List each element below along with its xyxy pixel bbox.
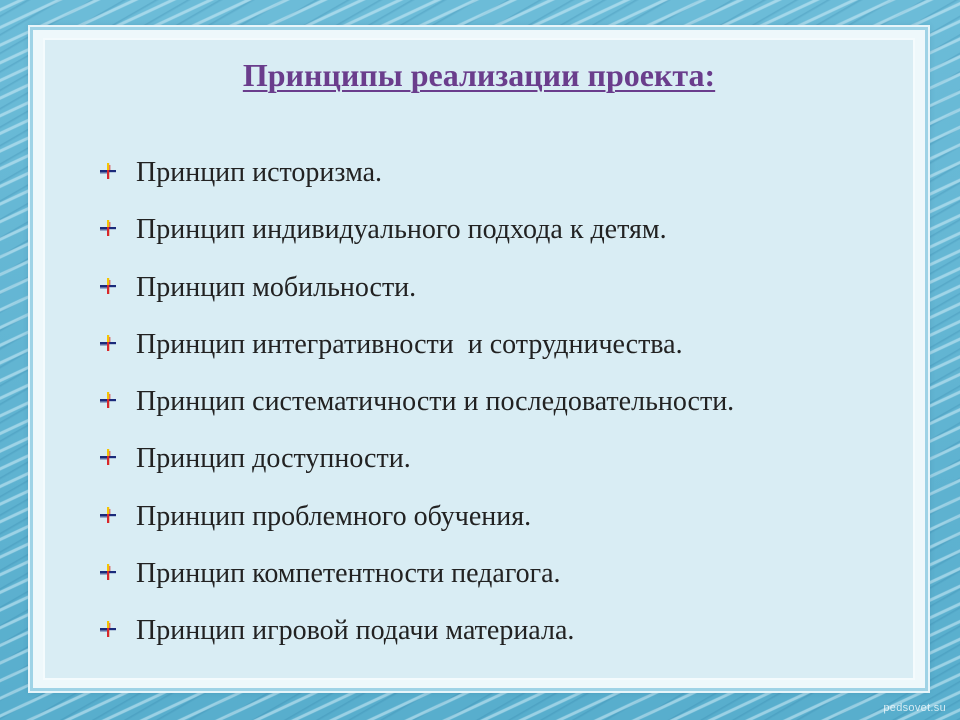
list-item-text: Принцип доступности. — [136, 443, 411, 475]
list-item — [99, 443, 734, 500]
slide-frame — [30, 27, 928, 691]
list-item-text: Принцип историзма. — [136, 157, 383, 188]
list-item — [99, 157, 734, 214]
slide-content-panel — [43, 38, 915, 680]
list-item — [99, 329, 734, 386]
star-bullet-icon — [99, 506, 117, 524]
list-item — [99, 615, 734, 672]
star-bullet-icon — [99, 620, 117, 638]
list-item — [99, 386, 734, 443]
star-bullet-icon — [99, 448, 117, 466]
slide-title: Принципы реализации проекта: — [242, 57, 716, 93]
list-item — [99, 214, 734, 271]
star-bullet-icon — [99, 219, 117, 237]
star-bullet-icon — [99, 277, 117, 295]
star-bullet-icon — [99, 563, 117, 581]
list-item-text: Принцип индивидуального подхода к детям. — [136, 214, 667, 246]
principles-list — [99, 157, 734, 673]
list-item — [99, 558, 734, 615]
list-item-text: Принцип игровой подачи материала. — [136, 615, 575, 647]
list-item-text: Принцип мобильности. — [136, 271, 417, 303]
watermark: pedsovet.su — [883, 702, 946, 714]
list-item-text: Принцип интегративности и сотрудничества. — [136, 328, 683, 360]
list-item-text: Принцип систематичности и последовательности. — [136, 386, 735, 418]
star-bullet-icon — [99, 391, 117, 409]
star-bullet-icon — [99, 162, 117, 180]
list-item-text: Принцип компетентности педагога. — [136, 558, 561, 590]
list-item — [99, 501, 734, 558]
list-item-text: Принцип проблемного обучения. — [136, 500, 532, 532]
list-item — [99, 272, 734, 329]
star-bullet-icon — [99, 334, 117, 352]
